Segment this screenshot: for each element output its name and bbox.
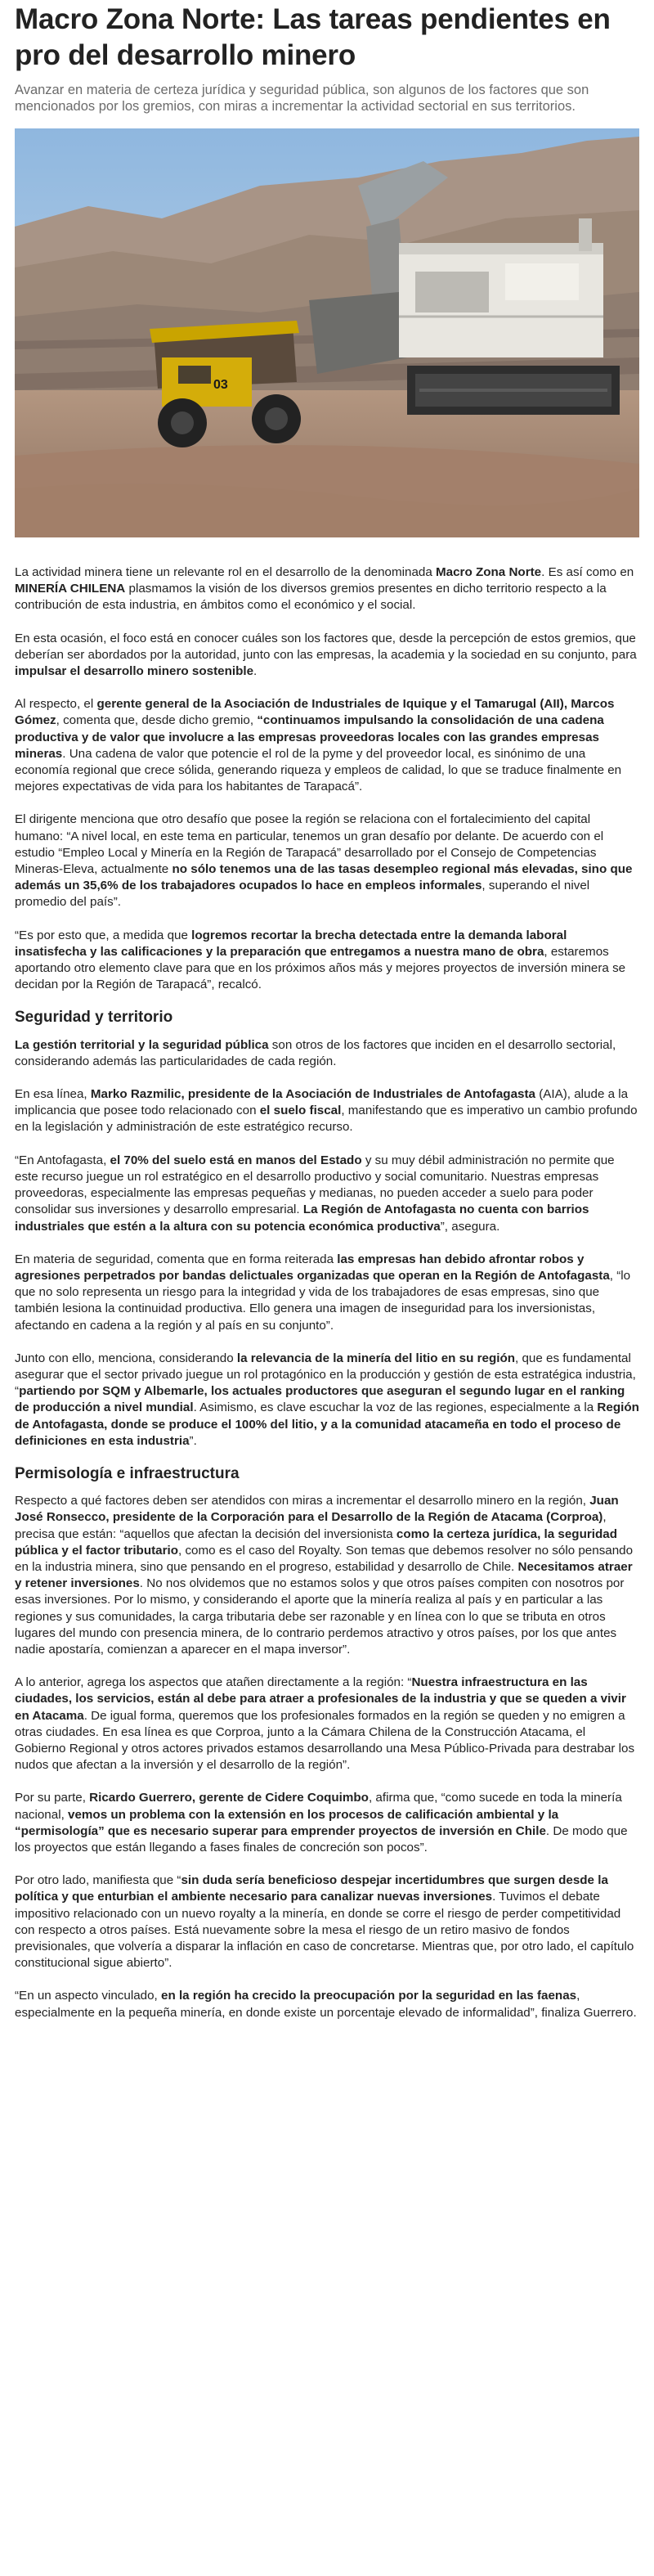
paragraph: “Es por esto que, a medida que logremos recortar la brecha detectada entre la demanda laboral insatisfecha y las calificaciones y la preparación que entregamos a nuestra mano de obra, estaremos aportando otro elemento clave para que en los próximos años más y mejores proyectos de inversión minera se decidan por la Región de Tarapacá”, recalcó. bbox=[15, 928, 626, 992]
section-heading-seguridad: Seguridad y territorio bbox=[15, 1009, 173, 1027]
paragraph: A lo anterior, agrega los aspectos que atañen directamente a la región: “Nuestra infraestructura en las ciudades, los servicios, están al debe para atraer a profesionales de la industria y que se queden a vivir en Atacama. De igual forma, queremos que los profesionales formados en la región se queden y no emigren a otras ciudades. En esa línea es que Corproa, junto a la Cámara Chilena de la Construcción Atacama, el Gobierno Regional y otros actores privados estamos desarrollando una Mesa Público-Privada para destrabar los nudos que afectan a la inversión y el desarrollo de la región”. bbox=[15, 1675, 635, 1773]
truck-number: 03 bbox=[213, 378, 228, 392]
section-heading-permisologia: Permisología e infraestructura bbox=[15, 1464, 240, 1482]
paragraph: Por otro lado, manifiesta que “sin duda sería beneficioso despejar incertidumbres que surgen desde la política y que enturbian el ambiente necesario para canalizar nuevas inversiones. Tuvimos el debate impositivo relacionado con un nuevo royalty a la minería, en donde se corre el riesgo de perder competitividad con respecto a otros países. Está nuevamente sobre la mesa el riesgo de un retiro masivo de fondos previsionales, que volvería a disparar la inflación en caso de concretarse. Mientras que, por otro lado, el capítulo constitucional sigue abierto”. bbox=[15, 1873, 634, 1971]
paragraph: Al respecto, el gerente general de la Asociación de Industriales de Iquique y el Tamarugal (AII), Marcos Gómez, comenta que, desde dicho gremio, “continuamos impulsando la consolidación de una cadena productiva y de valor que involucre a las empresas proveedoras locales con las grandes empresas mineras. Una cadena de valor que potencie el rol de la pyme y del proveedor local, es sinónimo de una economía regional que crece sólida, generando riqueza y empleos de calidad, lo que se traduce finalmente en mejores expectativas de vida para los habitantes de Tarapacá”. bbox=[15, 697, 622, 794]
paragraph: El dirigente menciona que otro desafío que posee la región se relaciona con el fortalecimiento del capital humano: “A nivel local, en este tema en particular, tenemos un gran desafío por delante. De acuerdo con el estudio “Empleo Local y Minería en la Región de Tarapacá” desarrollado por el Consejo de Competencias Mineras-Eleva, actualmente no sólo tenemos una de las tasas desempleo regional más elevadas, sino que además un 35,6% de los trabajadores ocupados lo hace en empleos informales, superando el nivel promedio del país”. bbox=[15, 812, 633, 910]
article-photo bbox=[15, 128, 639, 537]
paragraph: Junto con ello, menciona, considerando la relevancia de la minería del litio en su región, que es fundamental asegurar que el sector privado juegue un rol protagónico en la producción y gestión de esta estratégica industria, “partiendo por SQM y Albemarle, los actuales productores que aseguran el segundo lugar en el ranking de producción a nivel mundial. Asimismo, es clave escuchar la voz de las regiones, especialmente a la Región de Antofagasta, donde se produce el 100% del litio, y a la comunidad atacameña en todo el proceso de definiciones en esta industria”. bbox=[15, 1351, 639, 1448]
paragraph: Respecto a qué factores deben ser atendidos con miras a incrementar el desarrollo minero en la región, Juan José Ronsecco, presidente de la Corporación para el Desarrollo de la Región de Atacama (Corproa), precisa que están: “aquellos que afectan la decisión del inversionista como la certeza jurídica, la seguridad pública y el factor tributario, como es el caso del Royalty. Son temas que debemos resolver no sólo pensando en la industria minera, sino que pensando en el progreso, estabilidad y desarrollo de Chile. Necesitamos atraer y retener inversiones. No nos olvidemos que no estamos solos y que otros países compiten con nosotros por esas inversiones. Por lo mismo, y considerando el aporte que la minería realiza al país y en particular a las regiones y sus comunidades, la carga tributaria debe ser razonable y en línea con lo que se tributa en otros lugares del mundo con presencia minera, de lo contrario perdemos atractivo y otros países, por los que antes nadie apostaría, comienzan a aparecer en el mapa inversor”. bbox=[15, 1494, 634, 1657]
article-lead: Avanzar en materia de certeza jurídica y seguridad pública, son algunos de los factores que son mencionados por los gremios, con miras a incrementar la actividad sectorial en sus territorios. bbox=[15, 83, 589, 114]
article-title: Macro Zona Norte: Las tareas pendientes en pro del desarrollo minero bbox=[15, 3, 611, 71]
paragraph: La gestión territorial y la seguridad pública son otros de los factores que inciden en el desarrollo sectorial, considerando además las particularidades de cada región. bbox=[15, 1037, 616, 1068]
article-body bbox=[15, 564, 639, 2021]
paragraph: Por su parte, Ricardo Guerrero, gerente de Cidere Coquimbo, afirma que, “como sucede en toda la minería nacional, vemos un problema con la extensión en los procesos de calificación ambiental y la “permisología” que es necesario superar para emprender proyectos de inversión en Chile. De modo que los proyectos que están llegando a fases finales de concreción son pocos”. bbox=[15, 1791, 628, 1854]
paragraph: “En Antofagasta, el 70% del suelo está en manos del Estado y su muy débil administración no permite que este recurso juegue un rol estratégico en el desarrollo productivo y social comunitario. Nuestras empresas proveedoras, especialmente las empresas pequeñas y medianas, no pueden acceder a suelo para poder consolidar sus inversiones y desarrollo empresarial. La Región de Antofagasta no cuenta con barrios industriales que estén a la altura con su potencia económica productiva”, asegura. bbox=[15, 1153, 615, 1234]
paragraph: En esa línea, Marko Razmilic, presidente de la Asociación de Industriales de Antofagasta (AIA), alude a la implicancia que posee todo relacionado con el suelo fiscal, manifestando que es imperativo un cambio profundo en la legislación y administración de este estratégico recurso. bbox=[15, 1087, 638, 1135]
paragraph: La actividad minera tiene un relevante rol en el desarrollo de la denominada Macro Zona Norte. Es así como en MINERÍA CHILENA plasmamos la visión de los diversos gremios presentes en dicho territorio respecto a la contribución de esta industria, en ámbitos como el económico y el social. bbox=[15, 565, 634, 613]
paragraph: En materia de seguridad, comenta que en forma reiterada las empresas han debido afrontar robos y agresiones perpetrados por bandas delictuales organizadas que operan en la Región de Antofagasta, “lo que no solo representa un riesgo para la integridad y vida de los trabajadores de esas empresas, sino que también lesiona la continuidad productiva. Ello genera una imagen de inseguridad para los inversionistas, afectando en cadena a la región y al país en su conjunto”. bbox=[15, 1252, 631, 1333]
paragraph: En esta ocasión, el foco está en conocer cuáles son los factores que, desde la percepción de estos gremios, que deberían ser abordados por la autoridad, junto con las empresas, la academia y la sociedad en su conjunto, para impulsar el desarrollo minero sostenible. bbox=[15, 631, 637, 679]
paragraph: “En un aspecto vinculado, en la región ha crecido la preocupación por la seguridad en las faenas, especialmente en la pequeña minería, en donde existe un porcentaje elevado de informalidad”, finaliza Guerrero. bbox=[15, 1989, 637, 2020]
